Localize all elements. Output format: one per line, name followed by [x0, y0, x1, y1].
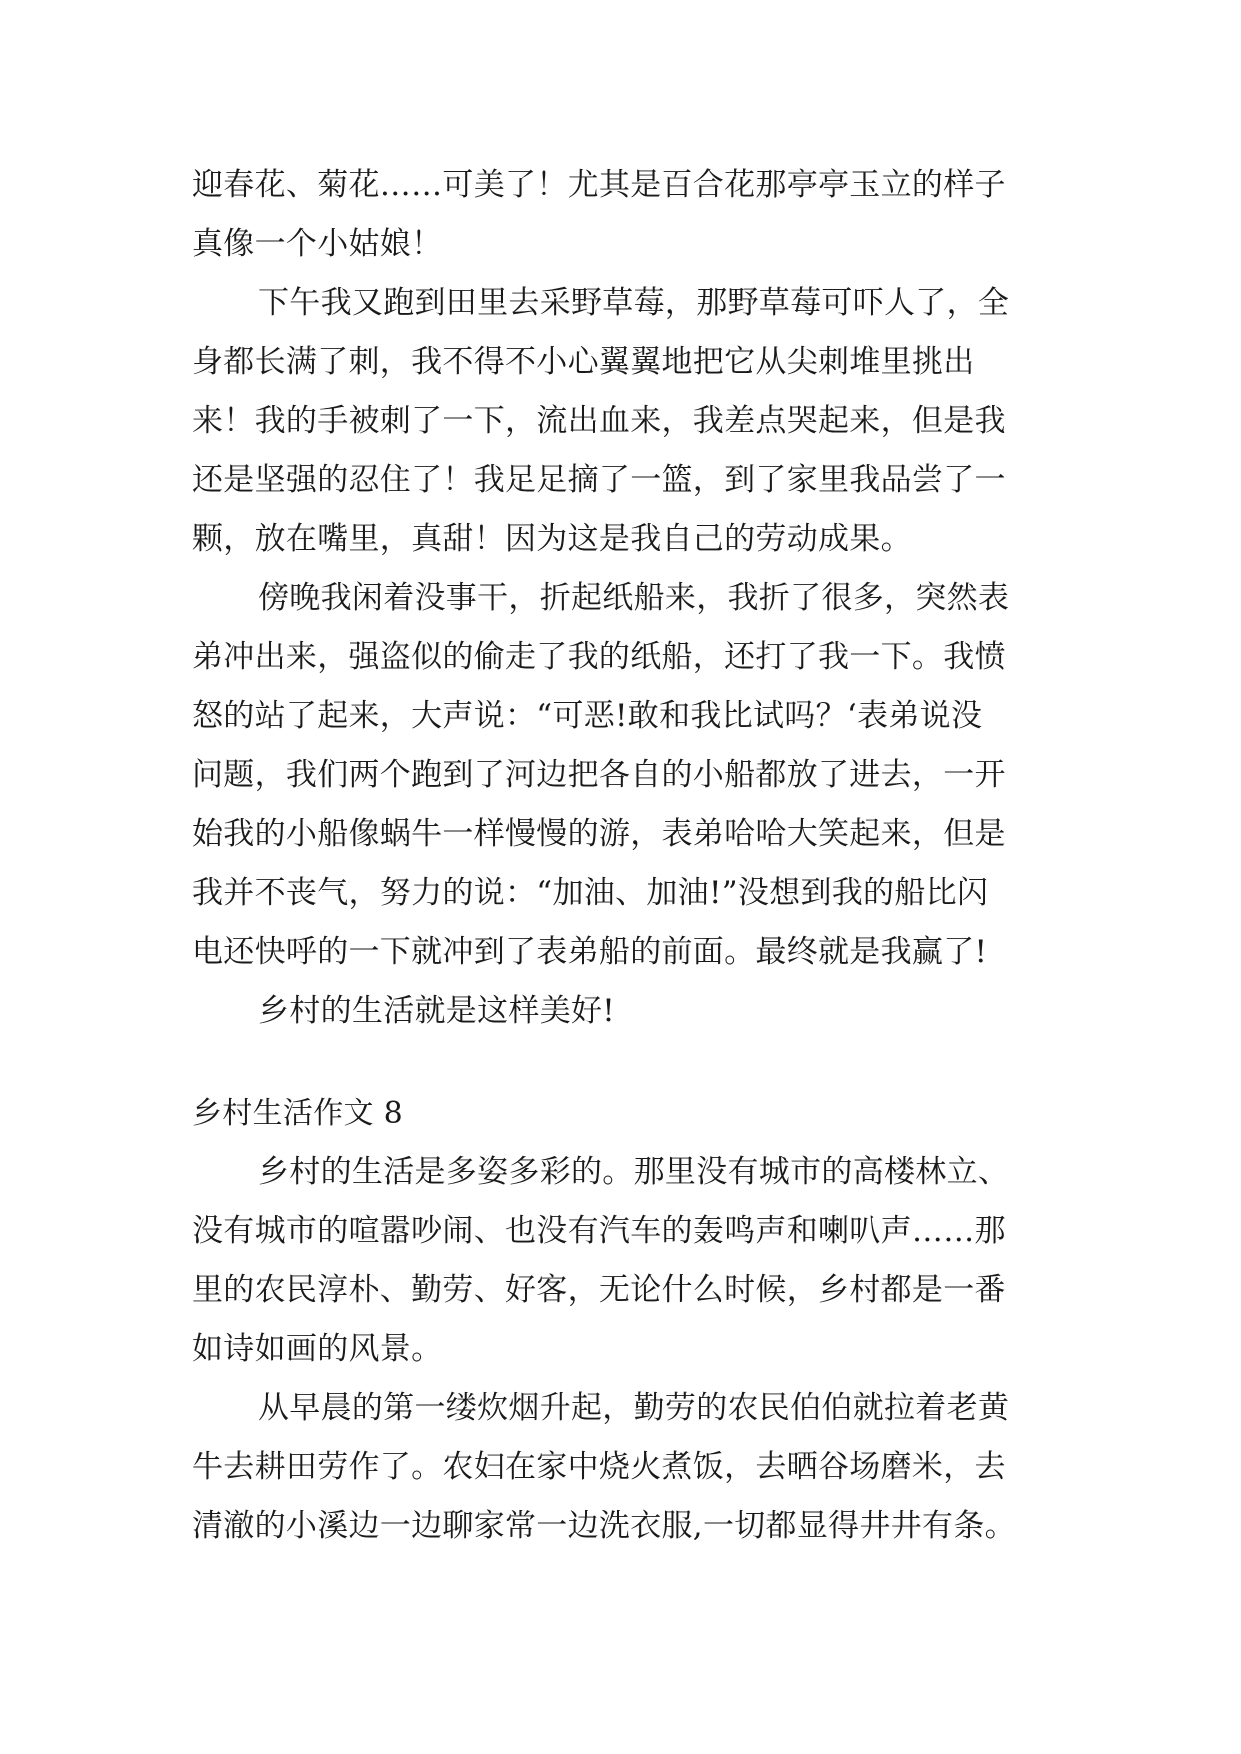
paragraph	[192, 569, 1052, 982]
text-line: 傍晚我闲着没事干，折起纸船来，我折了很多，突然表	[258, 580, 1010, 616]
text-line: 下午我又跑到田里去采野草莓，那野草莓可吓人了，全	[258, 285, 1010, 321]
text-line: 问题，我们两个跑到了河边把各自的小船都放了进去，一开	[192, 757, 1006, 793]
text-line: 清澈的小溪边一边聊家常一边洗衣服,一切都显得井井有条。	[192, 1508, 1016, 1544]
text-line: 乡村的生活就是这样美好!	[258, 993, 616, 1029]
text-line: 迎春花、菊花……可美了！尤其是百合花那亭亭玉立的样子	[192, 167, 1006, 203]
section-heading: 乡村生活作文 8	[192, 1096, 404, 1131]
paragraph	[192, 1143, 1052, 1379]
text-line: 从早晨的第一缕炊烟升起，勤劳的农民伯伯就拉着老黄	[258, 1390, 1010, 1426]
text-block-top	[192, 156, 1052, 1041]
text-line: 牛去耕田劳作了。农妇在家中烧火煮饭，去晒谷场磨米，去	[192, 1449, 1006, 1485]
paragraph	[192, 1379, 1052, 1556]
text-line: 颗，放在嘴里，真甜！因为这是我自己的劳动成果。	[192, 521, 912, 557]
text-line: 身都长满了刺，我不得不小心翼翼地把它从尖刺堆里挑出	[192, 344, 975, 380]
text-line: 弟冲出来，强盗似的偷走了我的纸船，还打了我一下。我愤	[192, 639, 1006, 675]
text-line: 真像一个小姑娘！	[192, 226, 443, 262]
paragraph	[192, 156, 1052, 274]
text-line: 电还快呼的一下就冲到了表弟船的前面。最终就是我赢了!	[192, 934, 988, 970]
paragraph	[192, 982, 1052, 1041]
text-line: 没有城市的喧嚣吵闹、也没有汽车的轰鸣声和喇叭声……那	[192, 1213, 1006, 1249]
text-line: 还是坚强的忍住了！我足足摘了一篮，到了家里我品尝了一	[192, 462, 1006, 498]
text-line: 里的农民淳朴、勤劳、好客，无论什么时候，乡村都是一番	[192, 1272, 1006, 1308]
text-line: 来！我的手被刺了一下，流出血来，我差点哭起来，但是我	[192, 403, 1006, 439]
section-heading-block	[192, 1084, 1052, 1143]
text-line: 乡村的生活是多姿多彩的。那里没有城市的高楼林立、	[258, 1154, 1010, 1190]
text-line: 始我的小船像蜗牛一样慢慢的游，表弟哈哈大笑起来，但是	[192, 816, 1006, 852]
text-line: 我并不丧气，努力的说：“加油、加油!”没想到我的船比闪	[192, 875, 989, 911]
text-line: 怒的站了起来，大声说：“可恶!敢和我比试吗？‘表弟说没	[192, 698, 983, 734]
paragraph	[192, 274, 1052, 569]
text-block-bottom	[192, 1143, 1052, 1556]
text-line: 如诗如画的风景。	[192, 1331, 443, 1367]
